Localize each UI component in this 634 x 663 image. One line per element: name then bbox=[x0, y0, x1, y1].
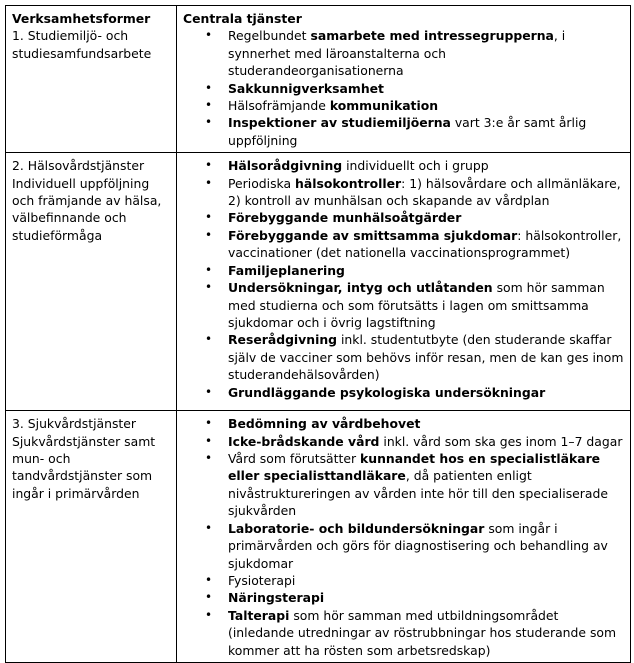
list-item bbox=[228, 157, 625, 174]
bold-text: Familjeplanering bbox=[228, 262, 345, 278]
text: , då patienten enligt nivåstruktureringen av vården inte hör till den specialiserade sjukvården bbox=[228, 468, 608, 519]
right-cell bbox=[177, 6, 631, 153]
bold-text: Förebyggande av smittsamma sjukdomar bbox=[228, 227, 518, 243]
text: Vård som förutsätter bbox=[228, 451, 361, 467]
list-item bbox=[228, 384, 625, 401]
list-item bbox=[228, 80, 625, 97]
header-left: Verksamhetsformer bbox=[12, 11, 151, 26]
list-item bbox=[228, 175, 625, 210]
text: individuellt och i grupp bbox=[342, 158, 489, 174]
bold-text: kunnandet hos en specialistläkare eller specialisttandläkare bbox=[228, 451, 601, 484]
bold-text: Hälsorådgivning bbox=[228, 158, 343, 174]
table-row bbox=[6, 411, 631, 663]
left-cell bbox=[6, 411, 177, 663]
row-description: Individuell uppföljning och främjande av hälsa, välbefinnande och studieförmåga bbox=[12, 175, 166, 243]
services-table bbox=[5, 5, 631, 663]
list-item bbox=[228, 450, 625, 520]
table-row bbox=[6, 6, 631, 153]
row-title: 2. Hälsovårdstjänster bbox=[12, 158, 145, 174]
list-item bbox=[228, 607, 625, 659]
row-title: 1. Studiemiljö- och studiesamfundsarbete bbox=[12, 28, 152, 61]
text: Periodiska bbox=[228, 175, 296, 191]
list-item bbox=[228, 572, 625, 589]
header-right: Centrala tjänster bbox=[183, 11, 302, 26]
bold-text: samarbete med intressegrupperna bbox=[310, 28, 554, 44]
bold-text: Näringsterapi bbox=[228, 590, 325, 606]
text: Regelbundet bbox=[228, 28, 311, 44]
bold-text: Sakkunnigverksamhet bbox=[228, 80, 384, 96]
right-cell bbox=[177, 411, 631, 663]
list-item bbox=[228, 279, 625, 331]
text: : hälsokontroller, vaccinationer (det nationella vaccinationsprogrammet) bbox=[228, 227, 622, 261]
service-list bbox=[183, 27, 625, 149]
text: inkl. vård som ska ges inom 1–7 dagar bbox=[379, 433, 623, 449]
row-title: 3. Sjukvårdstjänster bbox=[12, 416, 136, 432]
list-item bbox=[228, 209, 625, 226]
text: som hör samman med studierna och som förutsätts i lagen om smittsamma sjukdomar och i övrig lagstiftning bbox=[228, 280, 605, 330]
list-item bbox=[228, 331, 625, 383]
text: Hälsofrämjande bbox=[228, 98, 330, 114]
text: : 1) hälsovårdare och allmänläkare, 2) kontroll av munhälsan och skapande av vårdplan bbox=[228, 175, 621, 209]
bold-text: kommunikation bbox=[329, 98, 439, 114]
row-description: Sjukvårdstjänster samt mun- och tandvårdstjänster som ingår i primärvården bbox=[12, 433, 160, 501]
bold-text: Talterapi bbox=[228, 607, 290, 623]
text: Fysioterapi bbox=[228, 572, 296, 588]
right-cell bbox=[177, 153, 631, 411]
service-list bbox=[183, 415, 625, 659]
list-item bbox=[228, 433, 625, 450]
left-cell bbox=[6, 153, 177, 411]
list-item bbox=[228, 97, 625, 114]
text: , i synnerhet med läroanstalterna och studerandeorganisationerna bbox=[228, 28, 566, 79]
bold-text: Undersökningar, intyg och utlåtanden bbox=[228, 280, 493, 296]
bold-text: Icke-brådskande vård bbox=[228, 433, 380, 449]
bold-text: hälsokontroller bbox=[295, 175, 402, 191]
bold-text: Grundläggande psykologiska undersökningar bbox=[228, 384, 546, 400]
bold-text: Inspektioner av studiemiljöerna bbox=[228, 115, 451, 131]
bold-text: Reserådgivning bbox=[228, 332, 338, 348]
list-item bbox=[228, 27, 625, 79]
list-item bbox=[228, 114, 625, 149]
text: som ingår i primärvården och görs för diagnostisering och behandling av sjukdomar bbox=[228, 520, 608, 571]
text: inkl. studentutbyte (den studerande skaffar själv de vacciner som behövs inför resan, men de kan ges inom studerandehälsovården) bbox=[228, 332, 624, 383]
list-item bbox=[228, 520, 625, 572]
list-item bbox=[228, 589, 625, 606]
bold-text: Bedömning av vårdbehovet bbox=[228, 416, 421, 432]
text: som hör samman med utbildningsområdet (inledande utredningar av röstrubbningar hos studerande som kommer att ha rösten som arbetsredskap) bbox=[228, 607, 617, 658]
service-list bbox=[183, 157, 625, 401]
text: vart 3:e år samt årlig uppföljning bbox=[228, 115, 587, 148]
list-item bbox=[228, 415, 625, 432]
list-item bbox=[228, 262, 625, 279]
left-cell bbox=[6, 6, 177, 153]
bold-text: Förebyggande munhälsoåtgärder bbox=[228, 210, 462, 226]
table-row bbox=[6, 153, 631, 411]
list-item bbox=[228, 227, 625, 262]
bold-text: Laboratorie- och bildundersökningar bbox=[228, 520, 485, 536]
